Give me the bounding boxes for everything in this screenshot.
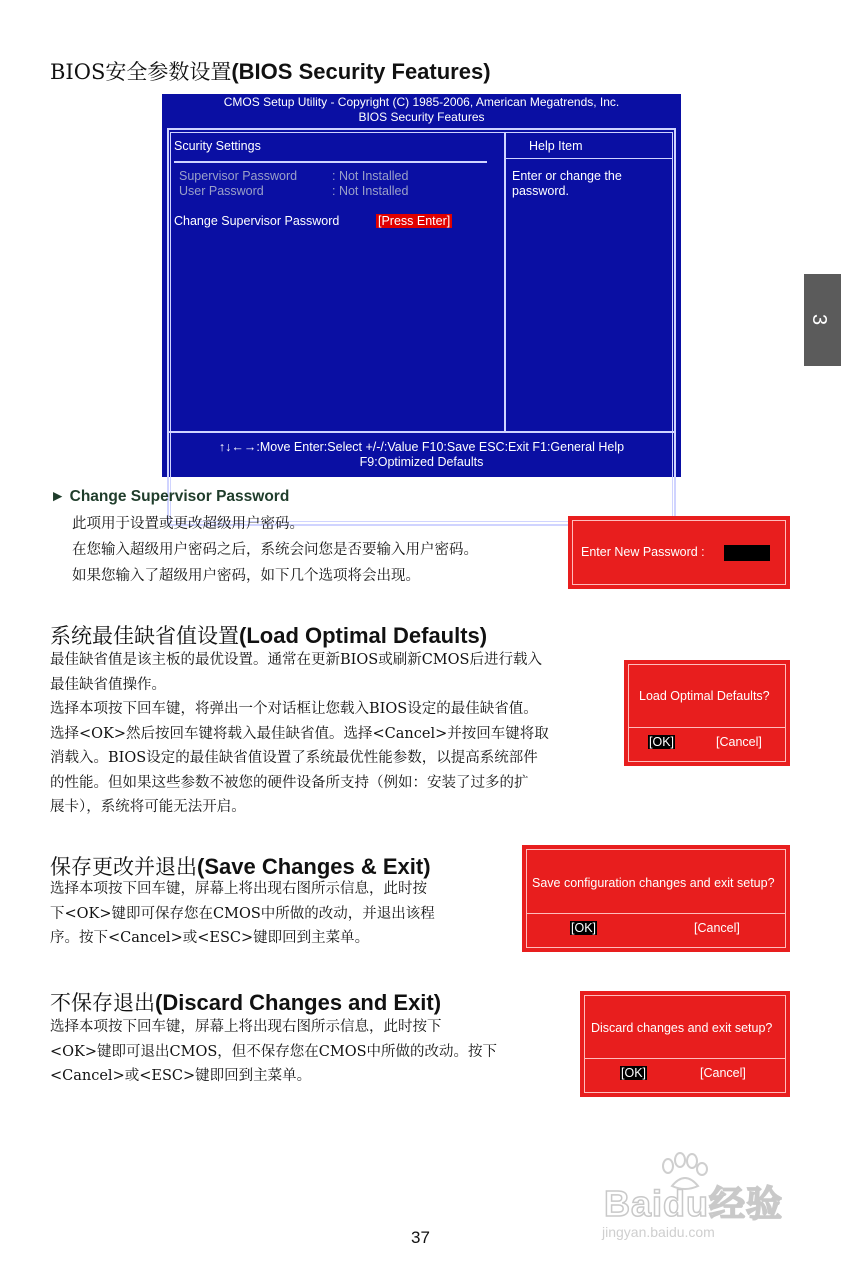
press-enter-button[interactable] <box>376 214 452 228</box>
dialog-separator <box>584 1058 786 1059</box>
paragraph-line: 选择本项按下回车键，屏幕上将出现右图所示信息，此时按下 <box>50 1019 442 1035</box>
paragraph-line: 此项用于设置或更改超级用户密码。 <box>72 516 304 532</box>
chapter-number: 3 <box>808 313 831 326</box>
paragraph-line: <Cancel>或<ESC>键即回到主菜单。 <box>50 1068 312 1084</box>
bios-screen <box>162 94 681 477</box>
paragraph-line: <OK>键即可退出CMOS，但不保存您在CMOS中所做的改动。按下 <box>50 1043 498 1060</box>
discard-exit-dialog <box>580 991 790 1097</box>
section-title-load-defaults <box>50 620 487 650</box>
title-en: (Load Optimal Defaults) <box>239 623 488 648</box>
cancel-button[interactable]: [Cancel] <box>716 735 762 749</box>
discard-exit-text <box>50 1015 497 1089</box>
chapter-tab <box>804 274 841 366</box>
save-exit-prompt: Save configuration changes and exit setup? <box>532 876 775 890</box>
watermark-brand: Baidu经验 <box>604 1183 784 1224</box>
paragraph-line: 最佳缺省值操作。 <box>50 676 166 693</box>
paragraph-line: 的性能。但如果这些参数不被您的硬件设备所支持（例如：安装了过多的扩 <box>50 774 529 791</box>
change-supervisor-text <box>72 511 478 589</box>
load-defaults-text <box>50 648 549 820</box>
settings-divider <box>174 161 487 163</box>
ok-label: [OK] <box>649 735 675 749</box>
paragraph-line: 消载入。BIOS设定的最佳缺省值设置了系统最优性能参数，以提高系统部件 <box>50 750 538 766</box>
title-en: (BIOS Security Features) <box>231 59 491 84</box>
paragraph-line: 展卡），系统将可能无法开启。 <box>50 799 246 815</box>
title-en: (Discard Changes and Exit) <box>155 990 442 1015</box>
dialog-frame <box>584 995 786 1093</box>
title-zh: 不保存退出 <box>50 991 155 1015</box>
bios-footer-keys: ↑↓←→:Move Enter:Select +/-/:Value F10:Save ESC:Exit F1:General Help <box>218 440 625 454</box>
cancel-button[interactable]: [Cancel] <box>694 921 740 935</box>
password-input[interactable] <box>724 545 770 561</box>
section-title-discard-exit <box>50 987 441 1017</box>
paragraph-line: 在您输入超级用户密码之后，系统会问您是否要输入用户密码。 <box>72 542 478 558</box>
title-zh: 系统最佳缺省值设置 <box>50 624 239 648</box>
paragraph-line: 选择本项按下回车键，将弹出一个对话框让您载入BIOS设定的最佳缺省值。 <box>50 701 538 717</box>
paragraph-line: 如果您输入了超级用户密码，如下几个选项将会出现。 <box>72 568 420 584</box>
new-password-dialog <box>568 516 790 589</box>
watermark-url: jingyan.baidu.com <box>602 1224 715 1240</box>
help-text-line1: Enter or change the <box>512 169 622 183</box>
paragraph-line: 最佳缺省值是该主板的最优设置。通常在更新BIOS或刷新CMOS后进行载入 <box>50 652 542 668</box>
discard-exit-prompt: Discard changes and exit setup? <box>591 1021 773 1035</box>
dialog-separator <box>526 913 786 914</box>
change-supervisor-heading: ► Change Supervisor Password <box>50 488 290 505</box>
paragraph-line: 选择<OK>然后按回车键将载入最佳缺省值。选择<Cancel>并按回车键将取 <box>50 725 549 742</box>
dialog-frame <box>526 849 786 948</box>
paragraph-line: 下<OK>键即可保存您在CMOS中所做的改动，并退出该程 <box>50 905 435 922</box>
cancel-button[interactable]: [Cancel] <box>700 1066 746 1080</box>
ok-button[interactable] <box>570 921 597 935</box>
supervisor-password-label: Supervisor Password <box>179 169 298 183</box>
dialog-separator <box>628 727 786 728</box>
help-item-title: Help Item <box>529 139 583 153</box>
paragraph-line: 选择本项按下回车键，屏幕上将出现右图所示信息，此时按 <box>50 881 427 897</box>
bios-footer-defaults: F9:Optimized Defaults <box>359 455 484 469</box>
load-defaults-prompt: Load Optimal Defaults? <box>639 689 770 703</box>
ok-button[interactable] <box>620 1066 647 1080</box>
title-zh: BIOS安全参数设置 <box>50 60 232 84</box>
paragraph-line: 序。按下<Cancel>或<ESC>键即回到主菜单。 <box>50 930 370 946</box>
supervisor-password-value: : Not Installed <box>332 169 409 183</box>
help-divider <box>506 158 673 159</box>
press-enter-label: [Press Enter] <box>378 214 451 228</box>
title-zh: 保存更改并退出 <box>50 855 197 879</box>
bios-header-copyright: CMOS Setup Utility - Copyright (C) 1985-2006, American Megatrends, Inc. <box>223 95 620 109</box>
user-password-value: : Not Installed <box>332 184 409 198</box>
ok-label: [OK] <box>571 921 597 935</box>
load-defaults-dialog <box>624 660 790 766</box>
user-password-label: User Password <box>179 184 264 198</box>
bios-header-title: BIOS Security Features <box>358 110 485 124</box>
save-exit-text <box>50 877 435 951</box>
change-supervisor-password-item[interactable]: Change Supervisor Password <box>174 214 340 228</box>
ok-label: [OK] <box>621 1066 647 1080</box>
help-text-line2: password. <box>512 184 569 198</box>
ok-button[interactable] <box>648 735 675 749</box>
bios-divider <box>504 132 506 431</box>
bios-section-title: Scurity Settings <box>174 139 261 153</box>
page-number: 37 <box>411 1228 430 1247</box>
section-title-bios-security <box>50 56 491 86</box>
save-exit-dialog <box>522 845 790 952</box>
footer-divider <box>167 431 676 433</box>
title-en: (Save Changes & Exit) <box>197 854 431 879</box>
new-password-label: Enter New Password : <box>581 545 705 559</box>
